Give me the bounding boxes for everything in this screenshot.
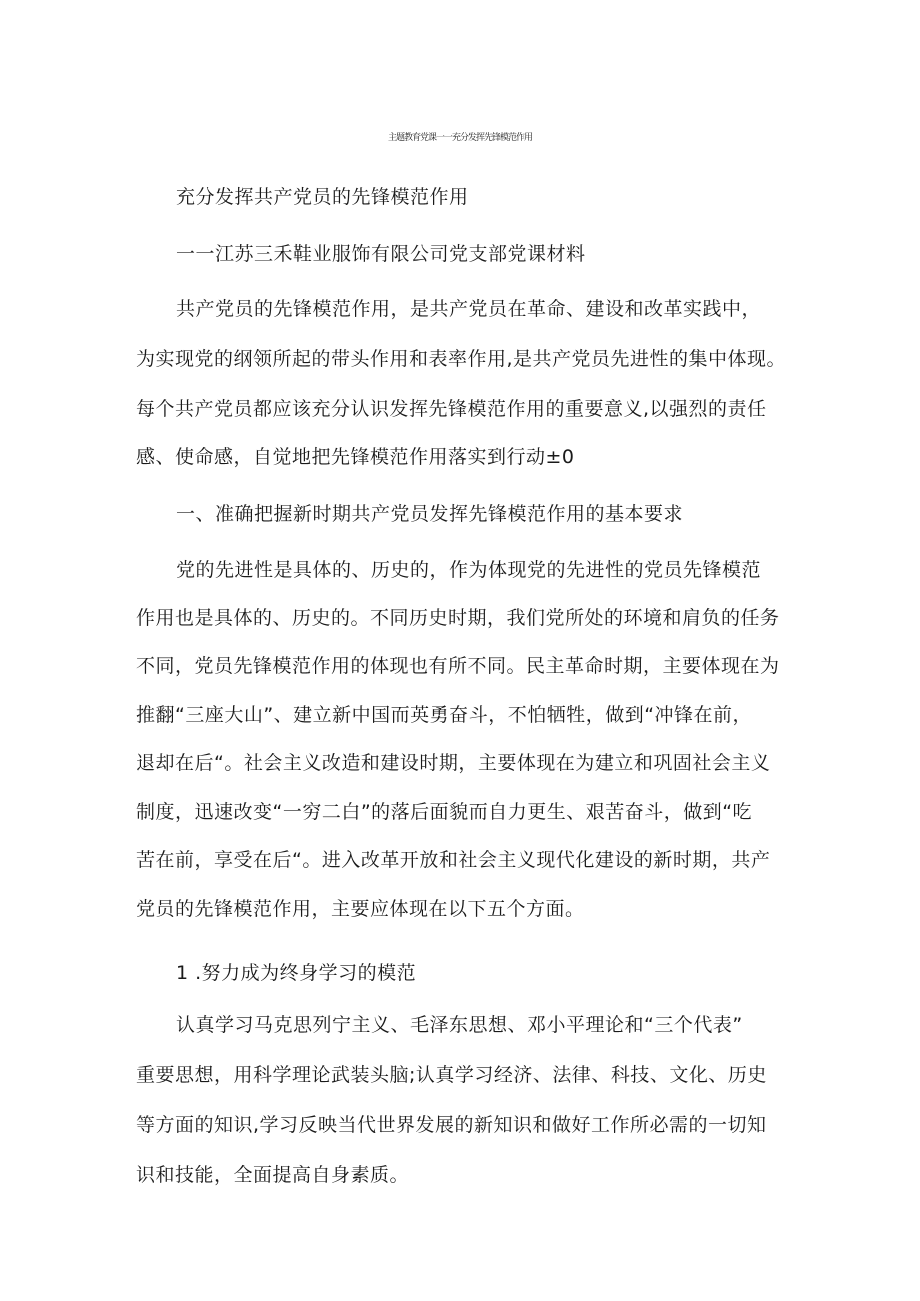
section-heading: 一、准确把握新时期共产党员发挥先锋模范作用的基本要求 — [176, 503, 684, 525]
item-body-line: 认真学习马克思列宁主义、毛泽东思想、邓小平理论和“三个代表” — [176, 1014, 743, 1036]
intro-line: 共产党员的先锋模范作用，是共产党员在革命、建设和改革实践中， — [176, 298, 762, 320]
intro-line: 为实现党的纲领所起的带头作用和表率作用,是共产党员先进性的集中体现。 — [136, 348, 787, 370]
section-body-line: 党员的先锋模范作用，主要应体现在以下五个方面。 — [136, 898, 585, 920]
document-byline: 一一江苏三禾鞋业服饰有限公司党支部党课材料 — [176, 243, 586, 265]
section-body-line: 退却在后“。社会主义改造和建设时期，主要体现在为建立和巩固社会主义 — [136, 752, 771, 774]
section-body-line: 作用也是具体的、历史的。不同历史时期，我们党所处的环境和肩负的任务 — [136, 607, 780, 629]
item-body-line: 重要思想，用科学理论武装头脑;认真学习经济、法律、科技、文化、历史 — [136, 1064, 767, 1086]
document-title: 主题教育党课一一充分发挥先锋模范作用 — [387, 133, 532, 143]
intro-line: 感、使命感，自觉地把先锋模范作用落实到行动±0 — [136, 446, 575, 468]
section-body-line: 苦在前，享受在后“。进入改革开放和社会主义现代化建设的新时期，共产 — [136, 849, 771, 871]
section-body-line: 制度，迅速改变“一穷二白”的落后面貌而自力更生、艰苦奋斗，做到“吃 — [136, 801, 753, 823]
item-heading: 1 .努力成为终身学习的模范 — [176, 962, 417, 984]
document-subtitle: 充分发挥共产党员的先锋模范作用 — [176, 186, 469, 208]
item-body-line: 等方面的知识,学习反映当代世界发展的新知识和做好工作所必需的一切知 — [136, 1114, 767, 1136]
section-body-line: 不同，党员先锋模范作用的体现也有所不同。民主革命时期，主要体现在为 — [136, 655, 780, 677]
section-body-line: 推翻“三座大山”、建立新中国而英勇奋斗，不怕牺牲，做到“冲锋在前， — [136, 704, 753, 726]
intro-line: 每个共产党员都应该充分认识发挥先锋模范作用的重要意义,以强烈的责任 — [136, 398, 767, 420]
section-body-line: 党的先进性是具体的、历史的，作为体现党的先进性的党员先锋模范 — [176, 559, 762, 581]
item-body-line: 识和技能，全面提高自身素质。 — [136, 1164, 410, 1186]
